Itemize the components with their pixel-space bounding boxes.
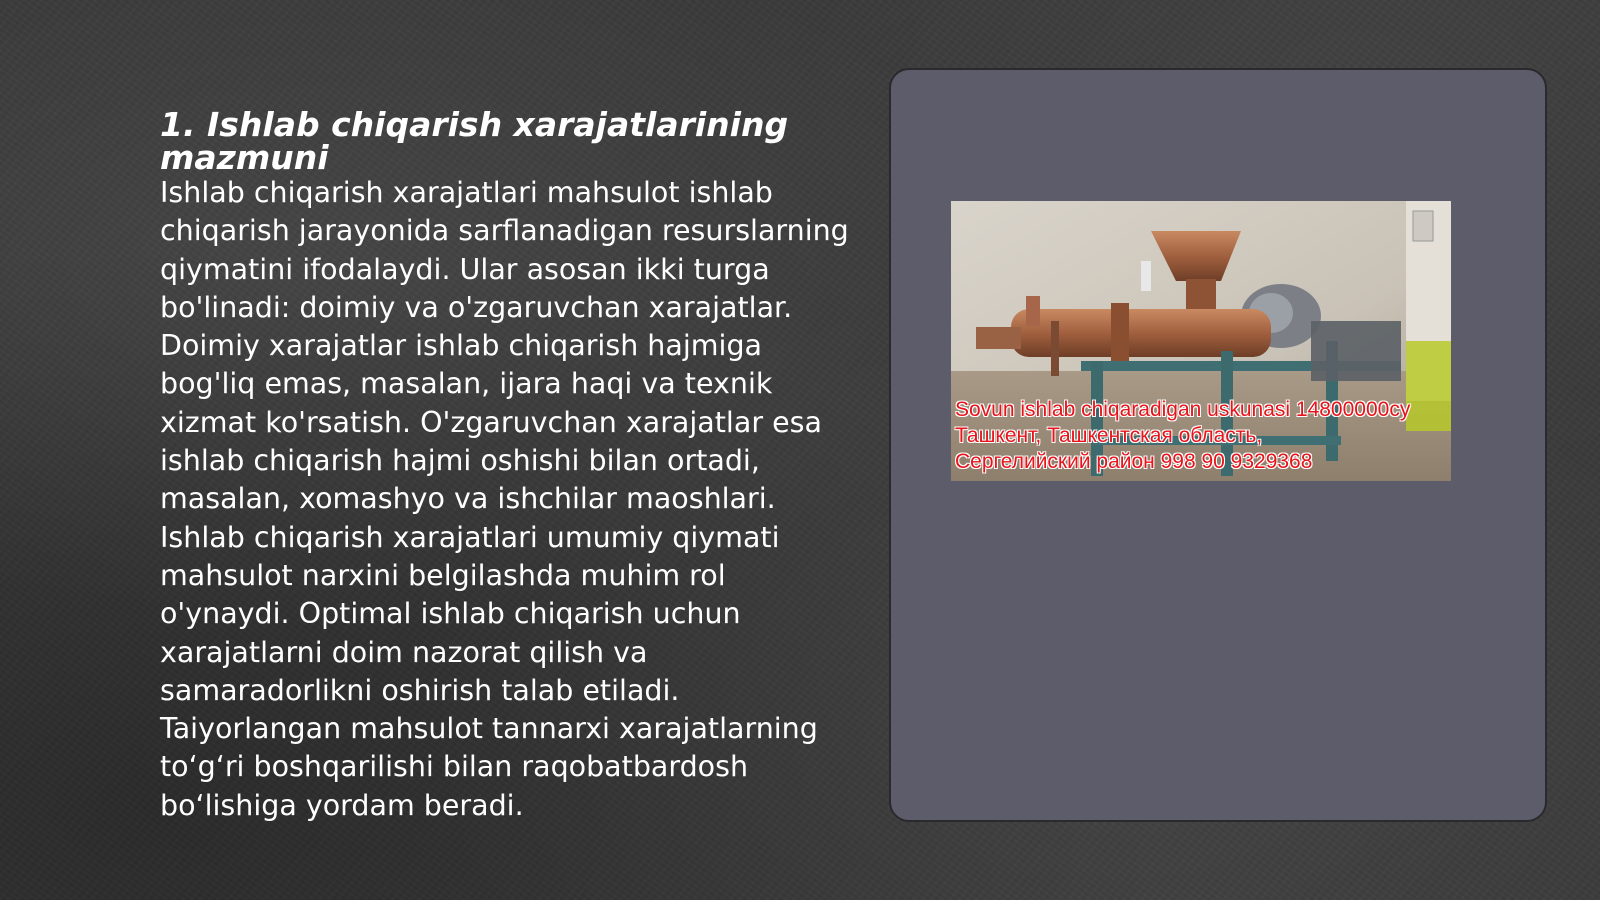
text-content: [160, 105, 850, 825]
caption-line: Sovun ishlab chiqaradigan uskunasi 14800000cy: [955, 398, 1411, 421]
caption-line: Ташкент, Ташкентская область,: [955, 424, 1263, 447]
embedded-video[interactable]: [951, 201, 1451, 481]
caption-line: Сергелийский район 998 90 9329368: [955, 450, 1313, 473]
slide-title: 1. Ishlab chiqarish xarajatlarining mazmuni: [160, 105, 789, 177]
media-panel: [889, 68, 1547, 822]
video-caption: [955, 397, 1451, 475]
slide-body-text: Ishlab chiqarish xarajatlari mahsulot ishlab chiqarish jarayonida sarflanadigan resurslarning qiymatini ifodalaydi. Ular asosan ikki turga bo'linadi: doimiy va o'zgaruvchan xarajatlar. Doimiy xarajatlar ishlab chiqarish hajmiga bog'liq emas, masalan, ijara haqi va texnik xizmat ko'rsatish. O'zgaruvchan xarajatlar esa ishlab chiqarish hajmi oshishi bilan ortadi, masalan, xomashyo va ishchilar maoshlari. Ishlab chiqarish xarajatlari umumiy qiymati mahsulot narxini belgilashda muhim rol o'ynaydi. Optimal ishlab chiqarish uchun xarajatlarni doim nazorat qilish va samaradorlikni oshirish talab etiladi. Taiyorlangan mahsulot tannarxi xarajatlarning to‘g‘ri boshqarilishi bilan raqobatbardosh bo‘lishiga yordam beradi.: [160, 176, 849, 822]
